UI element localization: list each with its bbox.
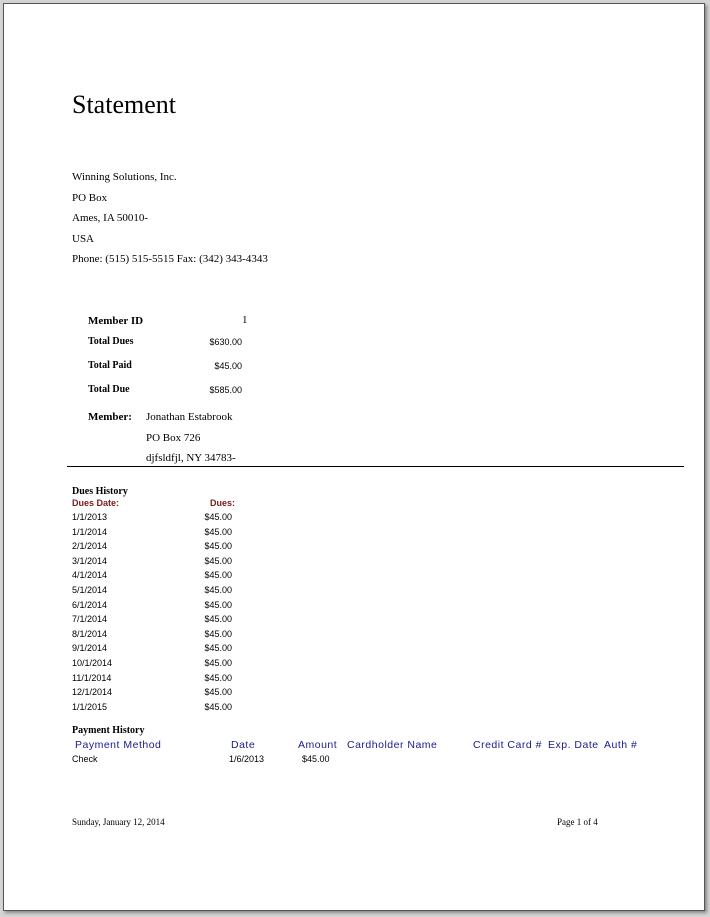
dues-row-amount: $45.00 [204,541,232,552]
dues-history-row [72,629,232,643]
payment-row-date: 1/6/2013 [229,754,265,764]
dues-row-date: 12/1/2014 [72,687,113,698]
dues-row-date: 1/1/2015 [72,701,108,712]
dues-history-row [72,512,232,526]
dues-history-row [72,541,232,555]
dues-row-amount: $45.00 [204,643,232,654]
payment-amount-header: Amount [298,739,338,751]
dues-row-amount: $45.00 [204,658,232,668]
payment-row-amount: $45.00 [302,754,330,764]
footer-page-number: Page 1 of 4 [557,817,598,827]
dues-row-amount: $45.00 [204,526,232,537]
dues-row-amount: $45.00 [204,614,232,625]
dues-history-row [72,614,232,628]
payment-row-method: Check [72,754,98,764]
dues-row-date: 2/1/2014 [72,541,108,552]
dues-row-amount: $45.00 [204,628,232,639]
dues-history-row [72,585,232,599]
member-address2: djfsldfjl, NY 34783- [146,452,236,464]
dues-history-row [72,687,232,701]
member-id-value: 1 [242,314,248,326]
payment-method-header: Payment Method [75,739,162,751]
total-dues-value: $630.00 [209,337,242,347]
dues-row-date: 1/1/2014 [72,526,108,537]
dues-row-date: 10/1/2014 [72,658,113,668]
company-name: Winning Solutions, Inc. [72,171,177,183]
dues-history-row [72,556,232,570]
dues-history-row [72,600,232,614]
member-id-label: Member ID [88,315,144,327]
dues-history-row [72,527,232,541]
total-paid-value: $45.00 [214,361,242,371]
report-title: Statement [72,90,176,119]
payment-date-header: Date [231,739,256,751]
dues-row-amount: $45.00 [204,585,232,595]
dues-row-date: 11/1/2014 [72,672,112,683]
dues-row-amount: $45.00 [204,570,232,581]
company-address2: Ames, IA 50010- [72,212,149,224]
total-due-value: $585.00 [209,385,242,395]
total-due-label: Total Due [88,384,130,395]
dues-row-amount: $45.00 [204,701,232,712]
dues-history-row [72,673,232,687]
section-divider [67,466,684,467]
dues-row-date: 3/1/2014 [72,555,108,566]
dues-amount-header: Dues: [210,498,236,508]
footer-date: Sunday, January 12, 2014 [72,817,165,827]
dues-row-date: 6/1/2014 [72,599,108,610]
dues-history-row [72,702,232,716]
dues-row-date: 4/1/2014 [72,570,108,581]
dues-row-amount: $45.00 [204,555,232,566]
dues-row-date: 1/1/2013 [72,512,108,522]
auth-header: Auth # [604,739,638,751]
total-dues-label: Total Dues [88,336,134,347]
member-address1: PO Box 726 [146,432,201,444]
company-phone: Phone: (515) 515-5515 Fax: (342) 343-4343 [72,253,268,265]
dues-row-amount: $45.00 [204,672,232,683]
payment-history-title: Payment History [72,725,145,736]
dues-history-row [72,658,232,672]
dues-history-title: Dues History [72,486,128,497]
company-address1: PO Box [72,192,108,204]
dues-history-row [72,570,232,584]
dues-row-date: 9/1/2014 [72,643,108,654]
member-name: Jonathan Estabrook [146,411,233,423]
cardholder-name-header: Cardholder Name [347,739,438,751]
member-label: Member: [88,411,132,423]
dues-history-row [72,643,232,657]
dues-row-date: 5/1/2014 [72,585,108,595]
dues-row-amount: $45.00 [204,687,232,698]
total-paid-label: Total Paid [88,360,132,371]
dues-row-date: 7/1/2014 [72,614,108,625]
dues-row-amount: $45.00 [204,599,232,610]
exp-date-header: Exp. Date [548,739,599,751]
dues-row-amount: $45.00 [204,512,232,522]
dues-row-date: 8/1/2014 [72,628,108,639]
credit-card-header: Credit Card # [473,739,542,751]
company-country: USA [72,233,95,245]
report-page [3,3,705,911]
dues-date-header: Dues Date: [72,498,120,508]
